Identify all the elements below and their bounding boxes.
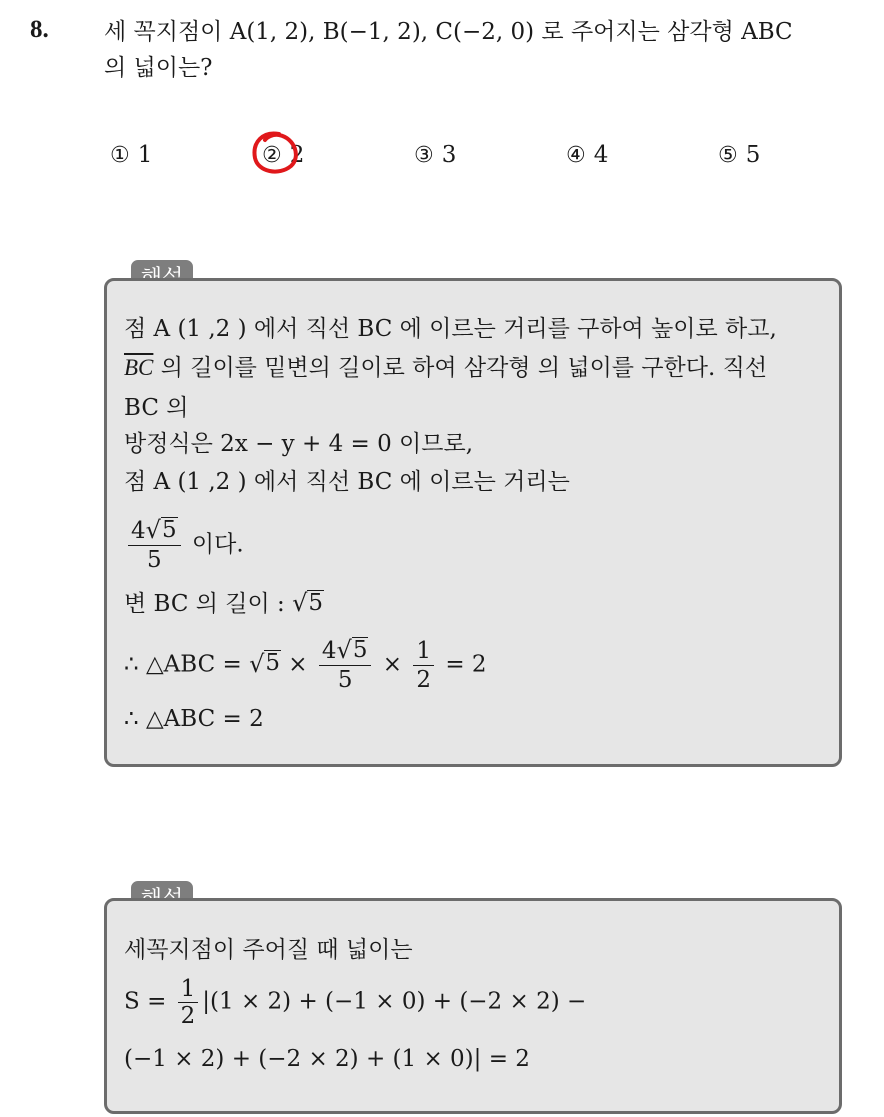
fraction-denominator: 5 bbox=[146, 547, 162, 574]
choice-1[interactable] bbox=[110, 142, 152, 168]
half-fraction bbox=[413, 637, 434, 694]
solution1-line-6 bbox=[124, 517, 244, 574]
choice-mark: ① bbox=[110, 142, 130, 168]
fraction-denominator: 2 bbox=[416, 667, 432, 694]
solution2-line-2-pre: S = bbox=[124, 988, 174, 1015]
equals-result: = 2 bbox=[438, 651, 487, 678]
times-sign: × bbox=[375, 651, 410, 678]
fraction-numerator: 1 bbox=[178, 976, 199, 1003]
choice-3[interactable] bbox=[414, 142, 456, 168]
choice-value: 1 bbox=[137, 142, 153, 168]
solution1-line-2-text: 의 길이를 밑변의 길이로 하여 삼각형 의 넓이를 구한다. 직선 bbox=[153, 355, 768, 381]
fraction-denominator: 5 bbox=[337, 667, 353, 694]
solution1-line-8-pre: ∴ △ABC = bbox=[124, 651, 250, 678]
solution1-line-9: ∴ △ABC = 2 bbox=[124, 706, 264, 732]
solution1-line-2 bbox=[124, 352, 767, 384]
solution2-line-2-tail: |(1 × 2) + (−1 × 0) + (−2 × 2) − bbox=[202, 988, 587, 1015]
choice-value: 3 bbox=[441, 142, 457, 168]
choice-mark: ⑤ bbox=[718, 142, 738, 168]
fraction-denominator: 2 bbox=[180, 1003, 196, 1029]
choice-mark: ③ bbox=[414, 142, 434, 168]
question-text bbox=[104, 14, 864, 86]
solution1-line-7-text: 변 BC 의 길이 : bbox=[124, 591, 293, 617]
choice-2[interactable] bbox=[262, 142, 304, 168]
question-line-2: 의 넓이는? bbox=[104, 55, 213, 81]
fraction-coef: 4 bbox=[321, 638, 337, 665]
distance-fraction: 4 √ 5 5 bbox=[319, 637, 372, 694]
solution1-line-6-tail: 이다. bbox=[184, 531, 244, 558]
question-line-1: 세 꼭지점이 A(1, 2), B(−1, 2), C(−2, 0) 로 주어지는 삼각형 ABC bbox=[104, 19, 793, 45]
choice-value: 4 bbox=[593, 142, 609, 168]
solution1-line-5: 점 A (1 ,2 ) 에서 직선 BC 에 이르는 거리는 bbox=[124, 469, 570, 495]
solution2-line-1: 세꼭지점이 주어질 때 넓이는 bbox=[124, 937, 413, 963]
solution1-line-4: 방정식은 2x − y + 4 = 0 이므로, bbox=[124, 431, 474, 457]
choice-mark: ② bbox=[262, 142, 282, 168]
radicand: 5 bbox=[352, 637, 368, 663]
solution2-line-2 bbox=[124, 976, 586, 1029]
solution1-line-8: ∴ △ABC = √ 5 × 4 √ 5 5 × $\frac{1}{2}$ = 2 bbox=[124, 636, 487, 694]
choice-4[interactable] bbox=[566, 142, 608, 168]
segment-bc: $\overline{BC}$ bbox=[124, 355, 154, 380]
solution1-line-3: BC 의 bbox=[124, 395, 189, 421]
choice-mark: ④ bbox=[566, 142, 586, 168]
distance-fraction: 4 √ 5 5 bbox=[128, 517, 181, 574]
choice-value: 5 bbox=[745, 142, 761, 168]
radicand: 5 bbox=[265, 650, 280, 677]
answer-choices bbox=[0, 142, 884, 176]
radicand: 5 bbox=[161, 517, 177, 543]
solution2-line-3: (−1 × 2) + (−2 × 2) + (1 × 0)| = 2 bbox=[124, 1046, 530, 1072]
fraction-coef: 4 bbox=[131, 518, 146, 545]
choice-5[interactable] bbox=[718, 142, 760, 168]
question-number: 8. bbox=[30, 16, 49, 43]
times-sign: × bbox=[281, 651, 315, 678]
choice-value: 2 bbox=[289, 142, 305, 168]
half-fraction bbox=[178, 976, 199, 1029]
solution1-line-1: 점 A (1 ,2 ) 에서 직선 BC 에 이르는 거리를 구하여 높이로 하고, bbox=[124, 316, 777, 342]
fraction-numerator: 1 bbox=[413, 637, 434, 666]
radicand: 5 bbox=[308, 589, 324, 616]
solution1-line-7: 변 BC 의 길이 : √ 5 bbox=[124, 589, 324, 617]
